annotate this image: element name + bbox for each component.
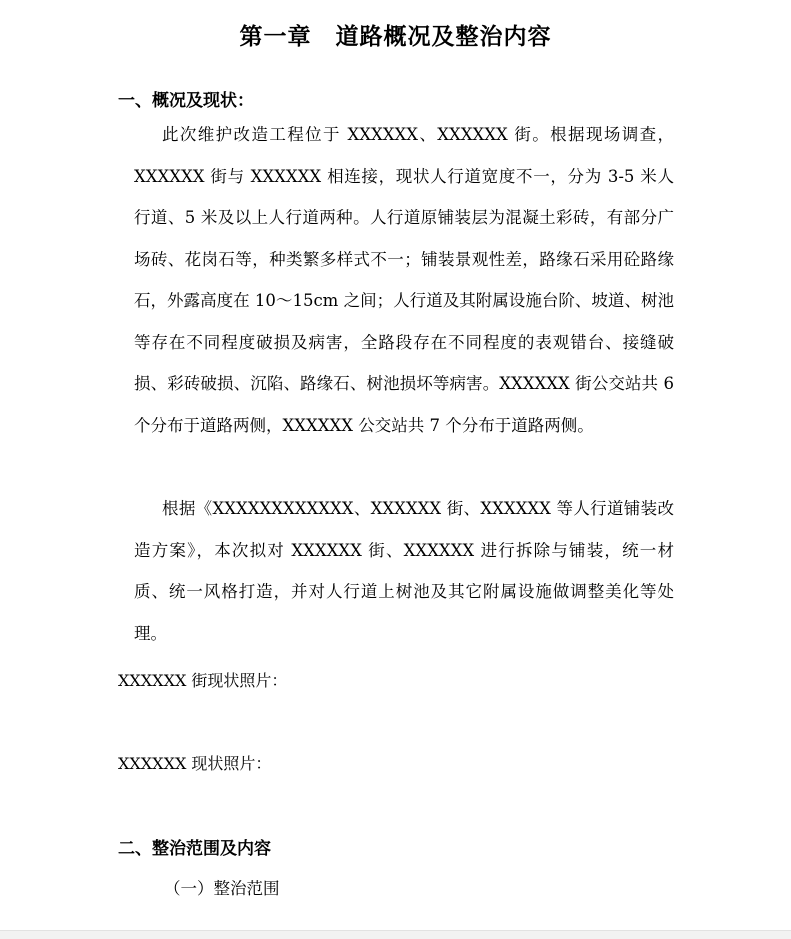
section-heading-overview: 一、概况及现状： bbox=[118, 91, 254, 111]
chapter-title: 第一章 道路概况及整治内容 bbox=[239, 24, 552, 50]
section-heading-scope: 二、整治范围及内容 bbox=[118, 839, 271, 859]
photo-caption-current: XXXXXX 现状照片： bbox=[118, 754, 272, 773]
photo-caption-street: XXXXXX 街现状照片： bbox=[118, 671, 288, 690]
paragraph-plan: 根据《XXXXXXXXXXXX、XXXXXX 街、XXXXXX 等人行道铺装改造方案》，本次拟对 XXXXXX 街、XXXXXX 进行拆除与铺装，统一材质、统一风格打造，并对人行道上树池及其它附属设施做调整美化等处理。 bbox=[134, 499, 674, 643]
subsection-heading-scope: （一）整治范围 bbox=[164, 879, 280, 898]
paragraph-status: 此次维护改造工程位于 XXXXXX、XXXXXX 街。根据现场调查，XXXXXX 街与 XXXXXX 相连接，现状人行道宽度不一，分为 3-5 米人行道、5 米及以上人行道两种。人行道原铺装层为混凝土彩砖，有部分广场砖、花岗石等，种类繁多样式不一；铺装景观性差，路缘石采用砼路缘石，外露高度在 10～15cm 之间；人行道及其附属设施台阶、坡道、树池等存在不同程度破损及病害，全路段存在不同程度的表观错台、接缝破损、彩砖破损、沉陷、路缘石、树池损坏等病害。XXXXXX 街公交站共 6 个分布于道路两侧，XXXXXX 公交站共 7 个分布于道路两侧。 bbox=[134, 125, 674, 435]
